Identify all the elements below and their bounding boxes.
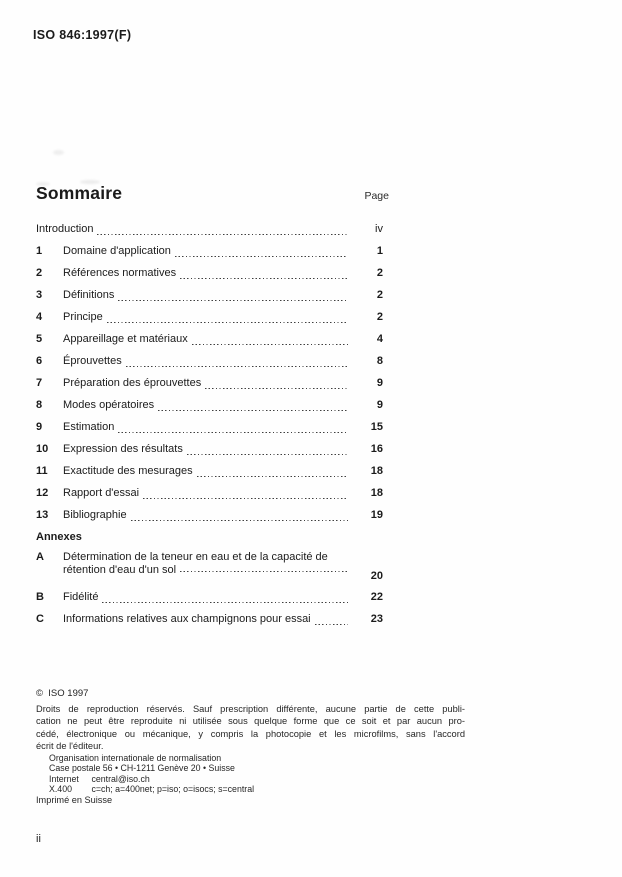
publisher-block — [49, 753, 254, 794]
entry-page: 20 — [370, 570, 383, 582]
rights-line: cation ne peut être reproduite ni utilisée sous quelque forme que ce soit et par aucun pro- — [36, 716, 465, 727]
dot-leader — [187, 454, 348, 455]
entry-number: 7 — [36, 377, 43, 389]
internet-line — [49, 774, 254, 784]
annexes-heading: Annexes — [36, 531, 82, 543]
dot-leader — [205, 388, 348, 389]
toc-entry-annex-a — [36, 548, 383, 583]
dot-leader — [143, 498, 348, 499]
toc-title: Sommaire — [36, 183, 123, 203]
toc-entry-annex-b — [36, 586, 383, 608]
entry-number: 8 — [36, 399, 43, 411]
entry-page: 4 — [376, 333, 383, 345]
entry-title: Principe — [63, 311, 103, 323]
entry-page: 16 — [370, 443, 383, 455]
entry-number: C — [36, 613, 44, 625]
entry-page: 22 — [370, 591, 383, 603]
table-of-contents — [36, 218, 383, 630]
page-number: ii — [36, 833, 41, 845]
entry-number: 9 — [36, 421, 43, 433]
toc-entry-4 — [36, 306, 383, 328]
entry-title: Appareillage et matériaux — [63, 333, 188, 345]
entry-title: Références normatives — [63, 267, 177, 279]
dot-leader — [175, 256, 348, 257]
entry-number: 2 — [36, 267, 43, 279]
entry-title-line2: rétention d'eau d'un sol — [63, 564, 177, 576]
toc-entry-introduction — [36, 218, 383, 240]
entry-title: Expression des résultats — [63, 443, 183, 455]
toc-entry-13 — [36, 504, 383, 526]
dot-leader — [118, 432, 348, 433]
entry-title: Définitions — [63, 289, 115, 301]
entry-number: 11 — [36, 465, 48, 477]
x400-line — [49, 784, 254, 794]
entry-title: Préparation des éprouvettes — [63, 377, 202, 389]
dot-leader — [126, 366, 348, 367]
dot-leader — [107, 322, 348, 323]
toc-entry-10 — [36, 438, 383, 460]
entry-title: Fidélité — [63, 591, 99, 603]
entry-page: 2 — [376, 289, 383, 301]
entry-title: Exactitude des mesurages — [63, 465, 193, 477]
publisher-name: Organisation internationale de normalisation — [49, 753, 222, 763]
rights-line: écrit de l'éditeur. — [36, 741, 104, 752]
entry-number: 6 — [36, 355, 43, 367]
entry-page: 15 — [370, 421, 383, 433]
toc-entry-8 — [36, 394, 383, 416]
dot-leader — [192, 344, 348, 345]
toc-entry-5 — [36, 328, 383, 350]
entry-number: 12 — [36, 487, 49, 499]
dot-leader — [158, 410, 348, 411]
dot-leader — [118, 300, 348, 301]
toc-entry-7 — [36, 372, 383, 394]
entry-title: Introduction — [36, 223, 94, 235]
entry-page: 8 — [376, 355, 383, 367]
entry-page: 23 — [370, 613, 383, 625]
toc-entry-2 — [36, 262, 383, 284]
entry-page: 1 — [376, 245, 383, 257]
entry-title: Domaine d'application — [63, 245, 171, 257]
rights-paragraph — [36, 703, 465, 753]
entry-page: 18 — [370, 487, 383, 499]
entry-title: Éprouvettes — [63, 355, 122, 367]
entry-number: B — [36, 591, 44, 603]
dot-leader — [315, 624, 348, 625]
scan-artifact — [53, 150, 64, 155]
toc-header — [36, 183, 389, 204]
entry-title: Bibliographie — [63, 509, 127, 521]
rights-line: Droits de reproduction réservés. Sauf prescription différente, aucune partie de cette publi- — [36, 704, 465, 714]
x400-label: X.400 — [49, 783, 72, 794]
entry-page: 18 — [370, 465, 383, 477]
toc-entry-3 — [36, 284, 383, 306]
toc-entry-6 — [36, 350, 383, 372]
entry-page: 2 — [376, 267, 383, 279]
dot-leader — [180, 571, 348, 572]
entry-page: 9 — [376, 377, 383, 389]
entry-title: Modes opératoires — [63, 399, 155, 411]
toc-entry-12 — [36, 482, 383, 504]
page-column-label: Page — [364, 190, 389, 202]
entry-title: Estimation — [63, 421, 115, 433]
entry-number: 3 — [36, 289, 43, 301]
entry-title — [63, 551, 353, 583]
entry-number: A — [36, 551, 44, 563]
entry-page: 2 — [376, 311, 383, 323]
copyright-notice: © ISO 1997 — [36, 688, 89, 699]
internet-label: Internet — [49, 773, 79, 784]
dot-leader — [180, 278, 348, 279]
entry-page: 19 — [370, 509, 383, 521]
standard-reference: ISO 846:1997(F) — [33, 28, 132, 42]
entry-title: Informations relatives aux champignons pour essai — [63, 613, 311, 625]
entry-number: 13 — [36, 509, 49, 521]
toc-entry-9 — [36, 416, 383, 438]
dot-leader — [131, 520, 348, 521]
entry-page: iv — [375, 223, 383, 235]
entry-number: 4 — [36, 311, 43, 323]
dot-leader — [102, 602, 348, 603]
entry-number: 1 — [36, 245, 43, 257]
entry-number: 10 — [36, 443, 49, 455]
internet-address: central@iso.ch — [91, 773, 150, 784]
entry-page: 9 — [376, 399, 383, 411]
toc-entry-1 — [36, 240, 383, 262]
printed-in-notice: Imprimé en Suisse — [36, 795, 113, 805]
dot-leader — [97, 234, 348, 235]
toc-entry-11 — [36, 460, 383, 482]
toc-entry-annex-c — [36, 608, 383, 630]
entry-number: 5 — [36, 333, 43, 345]
x400-address: c=ch; a=400net; p=iso; o=isocs; s=central — [91, 783, 255, 794]
entry-title: Rapport d'essai — [63, 487, 140, 499]
entry-title-line1: Détermination de la teneur en eau et de la capacité de — [63, 551, 328, 563]
dot-leader — [197, 476, 348, 477]
rights-line: cédé, électronique ou mécanique, y compris la photocopie et les microfilms, sans l'accord — [36, 728, 465, 739]
publisher-address: Case postale 56 • CH-1211 Genève 20 • Suisse — [49, 763, 235, 774]
